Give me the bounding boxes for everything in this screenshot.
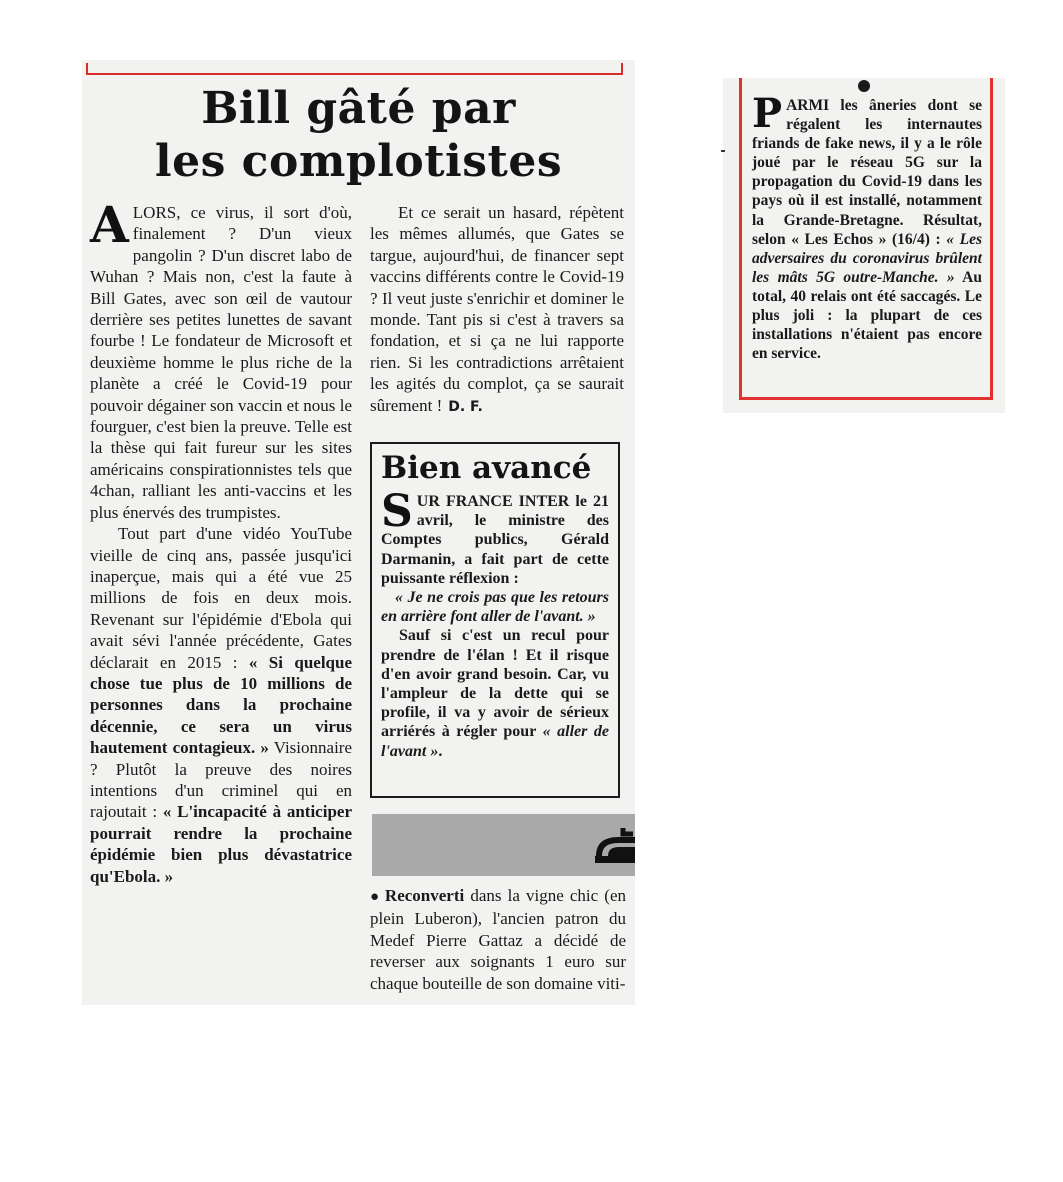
brief-paragraph (370, 885, 626, 994)
box-text (381, 486, 610, 761)
fiveg-drop-cap: P (752, 90, 783, 137)
brief-text: dans la vigne chic (en plein Luberon), l'ancien patron du Medef Pierre Gattaz a décidé de reverser aux soignants 1 euro sur chaque bouteille de son domaine viti- (370, 886, 626, 993)
fiveg-article-clipping (723, 78, 1005, 413)
partial-logo-icon (593, 826, 635, 864)
scan-mark (721, 150, 725, 152)
main-article-clipping (82, 60, 635, 1005)
article-column-2 (370, 202, 624, 418)
article-paragraph-3 (370, 202, 624, 418)
paragraph-3-text: Et ce serait un hasard, répètent les mêmes allumés, que Gates se targue, aujourd'hui, de financer sept vaccins différents contre le Covid-19 ? Il veut juste s'enrichir et dominer le monde. Tant pis si c'est à travers sa fondation, et si ça ne lui rapporte rien. Si les contradictions arrêtaient les agités du complot, ça se saurait sûrement ! (370, 203, 624, 415)
grey-band (372, 814, 635, 876)
drop-cap: A (90, 195, 129, 254)
box-drop-cap: S (381, 486, 413, 537)
brief-reconverti (370, 885, 626, 1003)
brief-lead: Reconverti (384, 886, 465, 905)
article-column-1 (90, 195, 353, 887)
darmanin-quote: « Je ne crois pas que les retours en arrière font aller de l'avant. » (381, 589, 609, 626)
red-rule (86, 63, 623, 75)
headline-line-1: Bill gâté par (201, 83, 516, 134)
paragraph-1-text: LORS, ce virus, il sort d'où, finalement ? D'un vieux pangolin ? D'un discret labo de Wuhan ? Mais non, c'est la faute à Bill Gates, avec son œil de vautour derrière ses petites lunettes de savant fourbe ! Le fondateur de Microsoft et deuxième homme le plus riche de la planète a créé le Covid-19 pour pouvoir dégainer son vaccin et nous le fourguer, c'est bien la preuve. Telle est la thèse qui fait fureur sur les sites américains conspirationnistes tels que 4chan, ralliant les anti-vaccins et les plus énervés des trumpistes. (90, 203, 352, 522)
article-headline (82, 82, 635, 188)
box-body-end: . (438, 742, 443, 760)
gates-quote-2: « L'incapacité à anticiper pourrait rendre la prochaine épidémie bien plus dévastatrice qu'Ebola. » (90, 802, 352, 886)
fiveg-text-2: Au total, 40 relais ont été saccagés. Le plus joli : la plupart de ces installations n'étaient pas encore en service. (752, 268, 982, 363)
fiveg-text: ARMI les âneries dont se régalent les internautes friands de fake news, il y a le rôle joué par le réseau 5G sur la propagation du Covid-19 dans les pays où il est installé, notamment la Grande-Bretagne. Résultat, selon « Les Echos » (16/4) : (752, 97, 982, 248)
author-signature: D. F. (448, 398, 483, 415)
bien-avance-box (370, 442, 620, 798)
paragraph-2-text: Tout part d'une vidéo YouTube vieille de cinq ans, passée jusqu'ici inaperçue, mais qui a été vue 25 millions de fois en deux mois. Revenant sur l'épidémie d'Ebola qui avait sévi l'année précédente, Gates déclarait en 2015 : (90, 524, 352, 672)
box-lead (381, 486, 609, 588)
echos-quote: « Les adversaires du coronavirus brûlent les mâts 5G outre-Manche. » (752, 230, 983, 286)
article-paragraph-2 (90, 523, 352, 887)
box-lead-text: UR FRANCE INTER le 21 avril, le ministre des Comptes publics, Gérald Darmanin, a fait part de cette puissante réflexion : (381, 493, 609, 587)
article-paragraph-1 (90, 195, 352, 523)
bullet-dot-icon (858, 80, 870, 92)
fiveg-article-text (752, 90, 983, 363)
box-title: Bien avancé (381, 450, 592, 486)
gates-quote-1: « Si quelque chose tue plus de 10 millions de personnes dans la prochaine décennie, ce sera un virus hautement contagieux. » (90, 652, 353, 758)
box-body-text: Sauf si c'est un recul pour prendre de l'élan ! Et il risque d'en avoir grand besoin. Car, vu l'ampleur de la dette qui se profile, il va y avoir de sérieux arriérés à régler pour (381, 627, 609, 741)
bullet-icon: ● (370, 889, 381, 905)
paragraph-2-text-2: Visionnaire ? Plutôt la preuve des noires intentions d'un criminel qui en rajoutait : (90, 738, 352, 822)
headline-line-2: les complotistes (154, 136, 563, 187)
box-body (381, 626, 609, 760)
fiveg-paragraph (752, 90, 983, 363)
box-body-quote: « aller de l'avant » (381, 723, 610, 760)
